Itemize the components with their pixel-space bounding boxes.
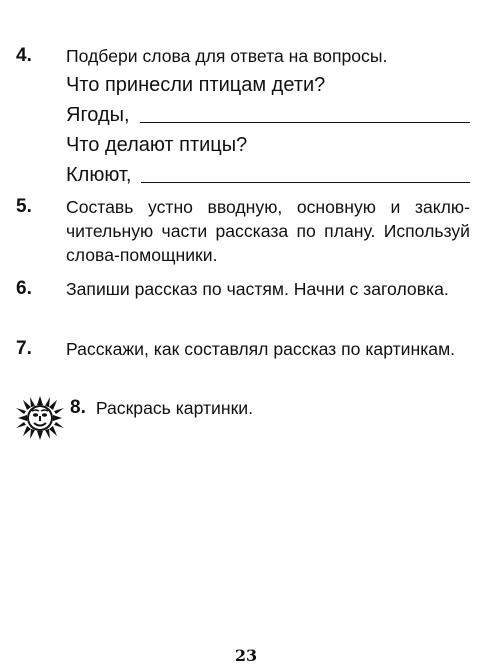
task-8-text: Раскрась картинки. xyxy=(95,398,253,418)
task-7 xyxy=(16,337,470,361)
task-6-text: Запиши рассказ по частям. Начни с заголовка. xyxy=(66,279,449,299)
task-6-number: 6. xyxy=(16,278,32,299)
task-6 xyxy=(16,277,470,301)
task-4-question-2: Что делают птицы? xyxy=(66,134,248,156)
answer-2-start: Клюют, xyxy=(66,164,132,186)
task-8-number: 8. xyxy=(70,397,86,418)
task-4-answer-2 xyxy=(66,160,470,190)
task-7-number: 7. xyxy=(16,338,32,359)
task-4-instruction: Подбери слова для ответа на вопросы. xyxy=(66,46,388,66)
answer-1-line[interactable] xyxy=(140,122,470,123)
task-7-text: Расскажи, как составлял рассказ по картинкам. xyxy=(66,339,456,359)
task-4-answer-1 xyxy=(66,100,470,130)
task-8 xyxy=(16,396,253,440)
sun-icon xyxy=(16,396,64,440)
task-4 xyxy=(16,44,470,190)
answer-2-line[interactable] xyxy=(141,182,470,183)
answer-1-start: Ягоды, xyxy=(66,104,130,126)
task-5-number: 5. xyxy=(16,196,32,217)
page-number: 23 xyxy=(234,646,258,665)
task-5 xyxy=(16,195,470,267)
task-4-question-1: Что принесли птицам дети? xyxy=(66,74,326,96)
task-5-text: Составь устно вводную, основную и заключительную части рассказа по плану. Используй слова-помощники. xyxy=(66,197,470,265)
task-4-number: 4. xyxy=(16,45,32,66)
